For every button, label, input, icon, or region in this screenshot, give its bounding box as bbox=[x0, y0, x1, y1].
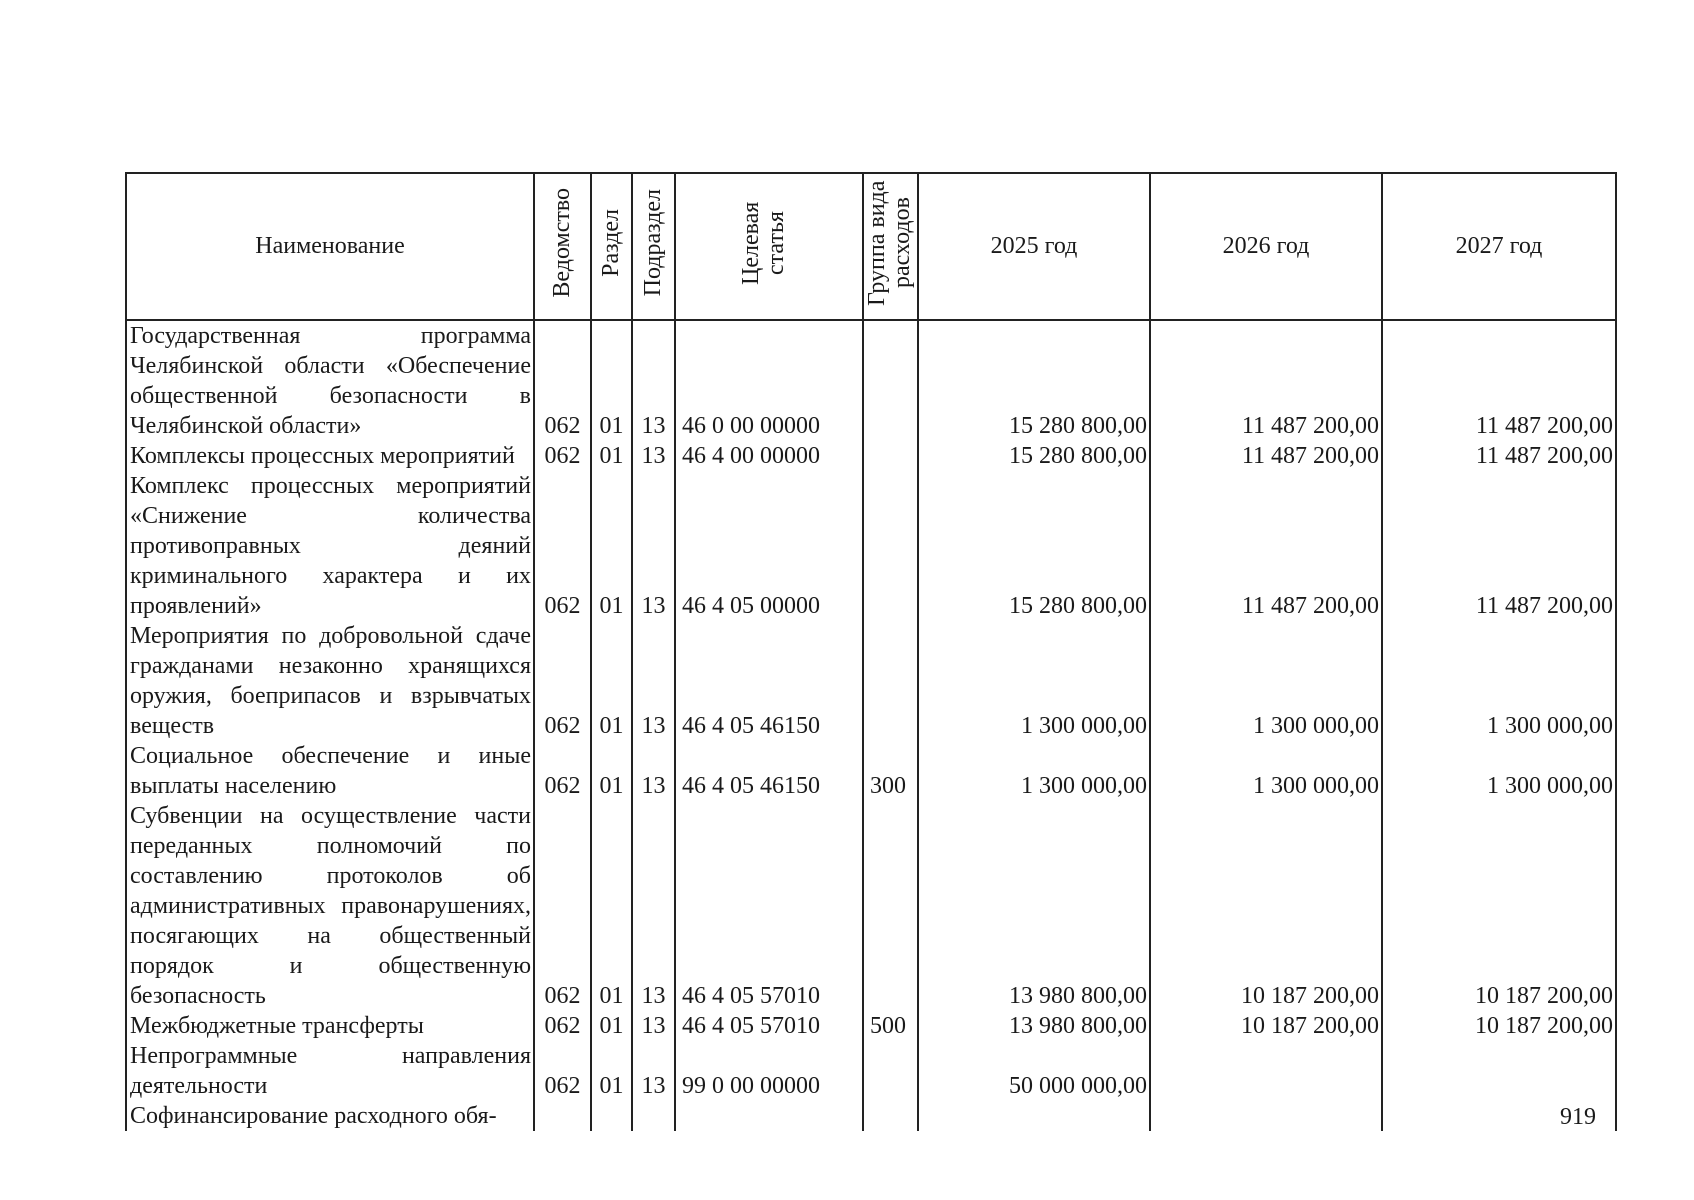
cell-name: Мероприятия по добровольной сдаче гражданами незаконно хранящихся оружия, боеприпасов и взрывчатых веществ bbox=[126, 621, 534, 741]
cell-2025: 15 280 800,00 bbox=[918, 471, 1150, 621]
header-gruppa: Группа вида расходов bbox=[863, 173, 918, 320]
cell-2027: 10 187 200,00 bbox=[1382, 801, 1616, 1011]
cell-celevaya: 46 0 00 00000 bbox=[675, 320, 863, 441]
cell-vedomstvo: 062 bbox=[534, 741, 591, 801]
cell-name: Непрограммные направления деятельности bbox=[126, 1041, 534, 1101]
table-row bbox=[126, 801, 1616, 1011]
cell-name: Комплекс процессных мероприятий «Снижение количества противоправных деяний криминального характера и их проявлений» bbox=[126, 471, 534, 621]
cell-celevaya: 46 4 05 57010 bbox=[675, 1011, 863, 1041]
cell-celevaya: 46 4 05 00000 bbox=[675, 471, 863, 621]
page-number: 919 bbox=[1560, 1104, 1596, 1130]
cell-2026: 11 487 200,00 bbox=[1150, 441, 1382, 471]
cell-celevaya: 99 0 00 00000 bbox=[675, 1041, 863, 1101]
table-row bbox=[126, 621, 1616, 741]
cell-2027: 11 487 200,00 bbox=[1382, 441, 1616, 471]
cell-name: Социальное обеспечение и иные выплаты населению bbox=[126, 741, 534, 801]
cell-name: Софинансирование расходного обя- bbox=[126, 1101, 534, 1131]
cell-razdel: 01 bbox=[591, 621, 632, 741]
cell-gruppa bbox=[863, 801, 918, 1011]
cell-2025: 13 980 800,00 bbox=[918, 801, 1150, 1011]
table-row bbox=[126, 471, 1616, 621]
header-2027: 2027 год bbox=[1382, 173, 1616, 320]
cell-2027: 10 187 200,00 bbox=[1382, 1011, 1616, 1041]
cell-podrazdel: 13 bbox=[632, 441, 675, 471]
cell-razdel: 01 bbox=[591, 471, 632, 621]
header-podrazdel: Подраздел bbox=[632, 173, 675, 320]
cell-vedomstvo: 062 bbox=[534, 320, 591, 441]
cell-2025: 15 280 800,00 bbox=[918, 441, 1150, 471]
cell-name: Комплексы процессных мероприятий bbox=[126, 441, 534, 471]
cell-2026 bbox=[1150, 1101, 1382, 1131]
cell-name: Государственная программа Челябинской области «Обеспечение общественной безопасности в Челябинской области» bbox=[126, 320, 534, 441]
header-2026: 2026 год bbox=[1150, 173, 1382, 320]
cell-gruppa bbox=[863, 1041, 918, 1101]
cell-gruppa bbox=[863, 320, 918, 441]
cell-2026: 11 487 200,00 bbox=[1150, 320, 1382, 441]
cell-celevaya bbox=[675, 1101, 863, 1131]
cell-2026 bbox=[1150, 1041, 1382, 1101]
cell-podrazdel: 13 bbox=[632, 1041, 675, 1101]
cell-2027: 1 300 000,00 bbox=[1382, 621, 1616, 741]
table-row bbox=[126, 741, 1616, 801]
cell-celevaya: 46 4 05 57010 bbox=[675, 801, 863, 1011]
cell-2026: 1 300 000,00 bbox=[1150, 741, 1382, 801]
header-razdel: Раздел bbox=[591, 173, 632, 320]
cell-vedomstvo: 062 bbox=[534, 441, 591, 471]
cell-podrazdel bbox=[632, 1101, 675, 1131]
cell-gruppa bbox=[863, 1101, 918, 1131]
table-header bbox=[126, 173, 1616, 320]
cell-vedomstvo: 062 bbox=[534, 1011, 591, 1041]
header-vedomstvo: Ведомство bbox=[534, 173, 591, 320]
cell-gruppa: 500 bbox=[863, 1011, 918, 1041]
cell-razdel: 01 bbox=[591, 1011, 632, 1041]
cell-celevaya: 46 4 00 00000 bbox=[675, 441, 863, 471]
cell-podrazdel: 13 bbox=[632, 741, 675, 801]
cell-podrazdel: 13 bbox=[632, 1011, 675, 1041]
cell-razdel: 01 bbox=[591, 320, 632, 441]
cell-name: Субвенции на осуществление части переданных полномочий по составлению протоколов об административных правонарушениях, посягающих на общественный порядок и общественную безопасность bbox=[126, 801, 534, 1011]
cell-vedomstvo: 062 bbox=[534, 471, 591, 621]
cell-2026: 10 187 200,00 bbox=[1150, 801, 1382, 1011]
cell-celevaya: 46 4 05 46150 bbox=[675, 741, 863, 801]
cell-2026: 11 487 200,00 bbox=[1150, 471, 1382, 621]
table-row bbox=[126, 1011, 1616, 1041]
cell-2027 bbox=[1382, 1041, 1616, 1101]
table-row bbox=[126, 441, 1616, 471]
cell-razdel bbox=[591, 1101, 632, 1131]
header-2025: 2025 год bbox=[918, 173, 1150, 320]
cell-gruppa bbox=[863, 441, 918, 471]
cell-vedomstvo: 062 bbox=[534, 621, 591, 741]
cell-name: Межбюджетные трансферты bbox=[126, 1011, 534, 1041]
cell-2027: 11 487 200,00 bbox=[1382, 471, 1616, 621]
cell-vedomstvo: 062 bbox=[534, 801, 591, 1011]
header-celevaya: Целевая статья bbox=[675, 173, 863, 320]
cell-2025: 1 300 000,00 bbox=[918, 741, 1150, 801]
cell-gruppa: 300 bbox=[863, 741, 918, 801]
table-row bbox=[126, 320, 1616, 441]
cell-gruppa bbox=[863, 471, 918, 621]
cell-2026: 1 300 000,00 bbox=[1150, 621, 1382, 741]
cell-gruppa bbox=[863, 621, 918, 741]
cell-podrazdel: 13 bbox=[632, 471, 675, 621]
table-body bbox=[126, 320, 1616, 1131]
cell-razdel: 01 bbox=[591, 441, 632, 471]
cell-celevaya: 46 4 05 46150 bbox=[675, 621, 863, 741]
header-name: Наименование bbox=[126, 173, 534, 320]
cell-2025 bbox=[918, 1101, 1150, 1131]
cell-podrazdel: 13 bbox=[632, 801, 675, 1011]
table-row bbox=[126, 1101, 1616, 1131]
cell-razdel: 01 bbox=[591, 1041, 632, 1101]
cell-2027: 1 300 000,00 bbox=[1382, 741, 1616, 801]
cell-2027: 11 487 200,00 bbox=[1382, 320, 1616, 441]
cell-podrazdel: 13 bbox=[632, 320, 675, 441]
cell-2025: 50 000 000,00 bbox=[918, 1041, 1150, 1101]
cell-razdel: 01 bbox=[591, 741, 632, 801]
cell-razdel: 01 bbox=[591, 801, 632, 1011]
budget-table bbox=[125, 172, 1617, 1131]
cell-2026: 10 187 200,00 bbox=[1150, 1011, 1382, 1041]
cell-podrazdel: 13 bbox=[632, 621, 675, 741]
cell-2025: 15 280 800,00 bbox=[918, 320, 1150, 441]
cell-2025: 1 300 000,00 bbox=[918, 621, 1150, 741]
cell-vedomstvo bbox=[534, 1101, 591, 1131]
cell-vedomstvo: 062 bbox=[534, 1041, 591, 1101]
cell-2025: 13 980 800,00 bbox=[918, 1011, 1150, 1041]
table-row bbox=[126, 1041, 1616, 1101]
